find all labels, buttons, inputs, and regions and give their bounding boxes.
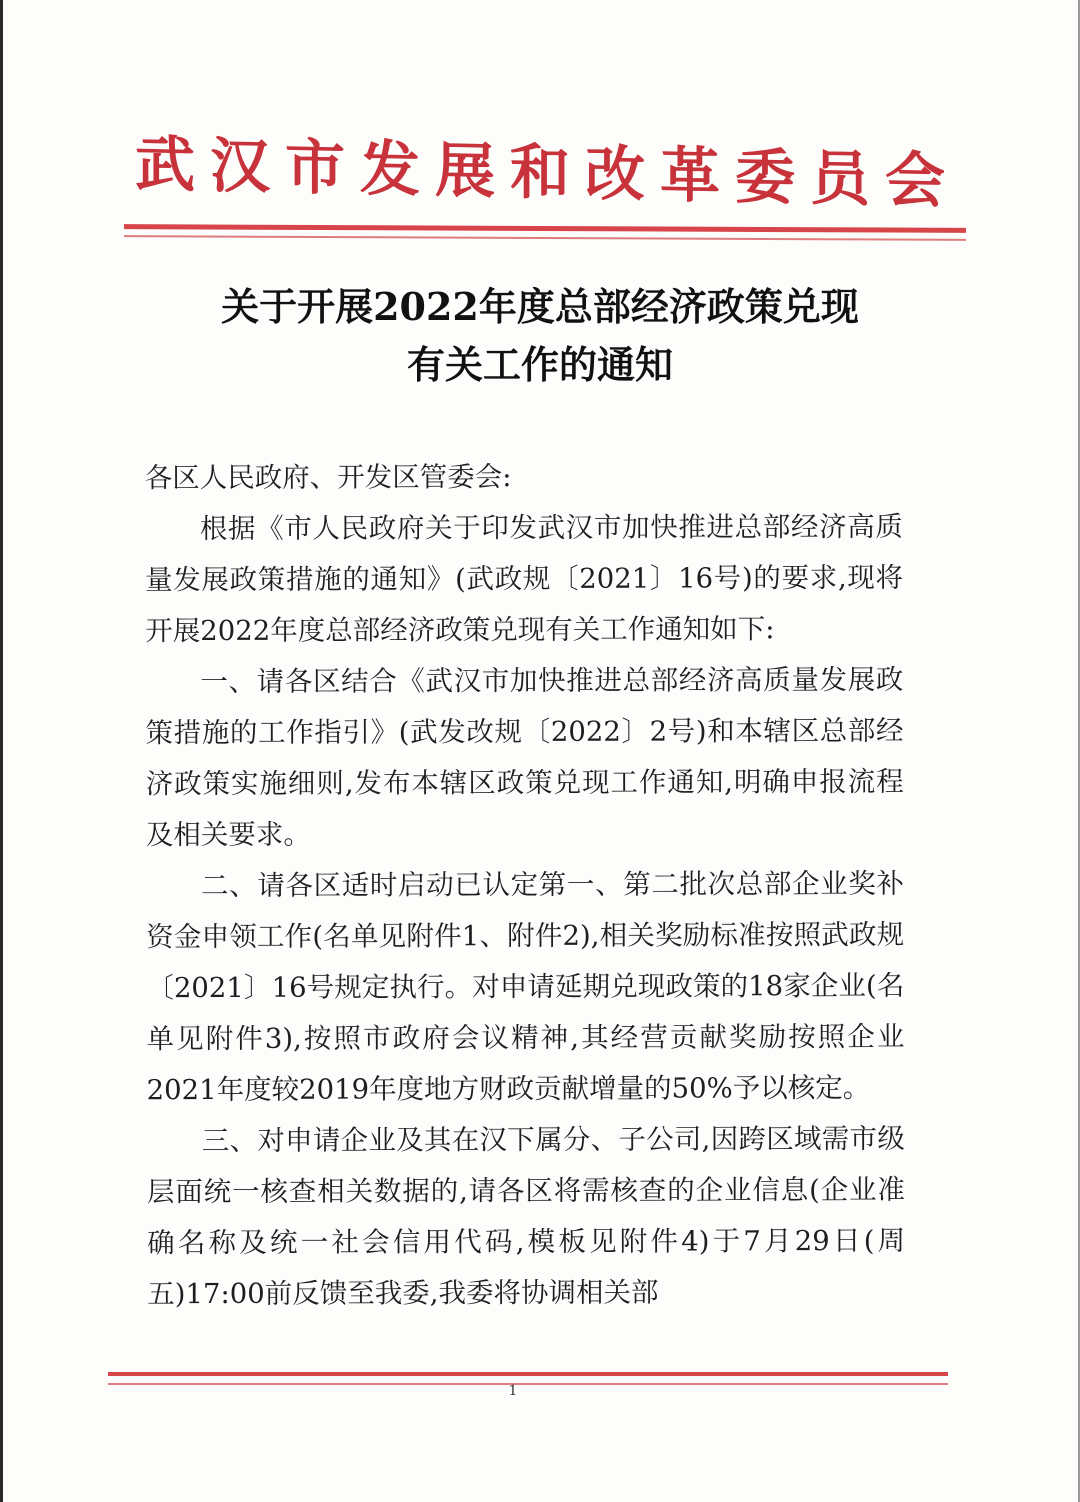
footer-red-rule-thin [108, 1383, 948, 1385]
letterhead-char: 革 [660, 140, 720, 212]
letterhead-char: 员 [810, 143, 870, 215]
letterhead-char: 改 [585, 138, 645, 211]
page-number: 1 [508, 1383, 518, 1399]
letterhead-char: 展 [435, 135, 495, 208]
intro-paragraph: 根据《市人民政府关于印发武汉市加快推进总部经济高质量发展政策措施的通知》(武政规〔2021〕16号)的要求,现将开展2022年度总部经济政策兑现有关工作通知如下: [144, 510, 904, 648]
letterhead-char: 会 [885, 145, 945, 217]
letterhead-char: 委 [735, 142, 795, 214]
item-2-paragraph: 二、请各区适时启动已认定第一、第二批次总部企业奖补资金申领工作(名单见附件1、附件2),相关奖励标准按照武政规〔2021〕16号规定执行。对申请延期兑现政策的18家企业(名单见附件3),按照市政府会议精神,其经营贡献奖励按照企业2021年度较2019年度地方财政贡献增量的50%予以核定。 [146, 867, 905, 1107]
scan-left-edge [0, 0, 3, 1502]
document-title [170, 278, 910, 394]
letterhead-char: 武 [135, 129, 195, 201]
item-3-paragraph: 三、对申请企业及其在汉下属分、子公司,因跨区域需市级层面统一核查相关数据的,请各区将需核查的企业信息(企业准确名称及统一社会信用代码,模板见附件4)于7月29日(周五)17:00前反馈至我委,我委将协调相关部 [146, 1122, 906, 1311]
letterhead-issuer [128, 119, 952, 216]
document-title-line-1: 关于开展2022年度总部经济政策兑现 [221, 284, 859, 329]
letterhead-red-rule [124, 224, 966, 233]
letterhead-char: 汉 [210, 131, 270, 203]
letterhead-red-rule-thin [124, 235, 966, 241]
letterhead-char: 发 [360, 134, 420, 206]
document-title-line-2: 有关工作的通知 [406, 342, 673, 387]
letterhead-char: 和 [510, 137, 570, 209]
footer-red-rule [108, 1372, 948, 1376]
document-body [145, 451, 906, 1320]
salutation: 各区人民政府、开发区管委会: [144, 461, 512, 495]
letterhead-char: 市 [285, 132, 345, 204]
item-1-paragraph: 一、请各区结合《武汉市加快推进总部经济高质量发展政策措施的工作指引》(武发改规〔2022〕2号)和本辖区总部经济政策实施细则,发布本辖区政策兑现工作通知,明确申报流程及相关要求。 [145, 663, 904, 852]
